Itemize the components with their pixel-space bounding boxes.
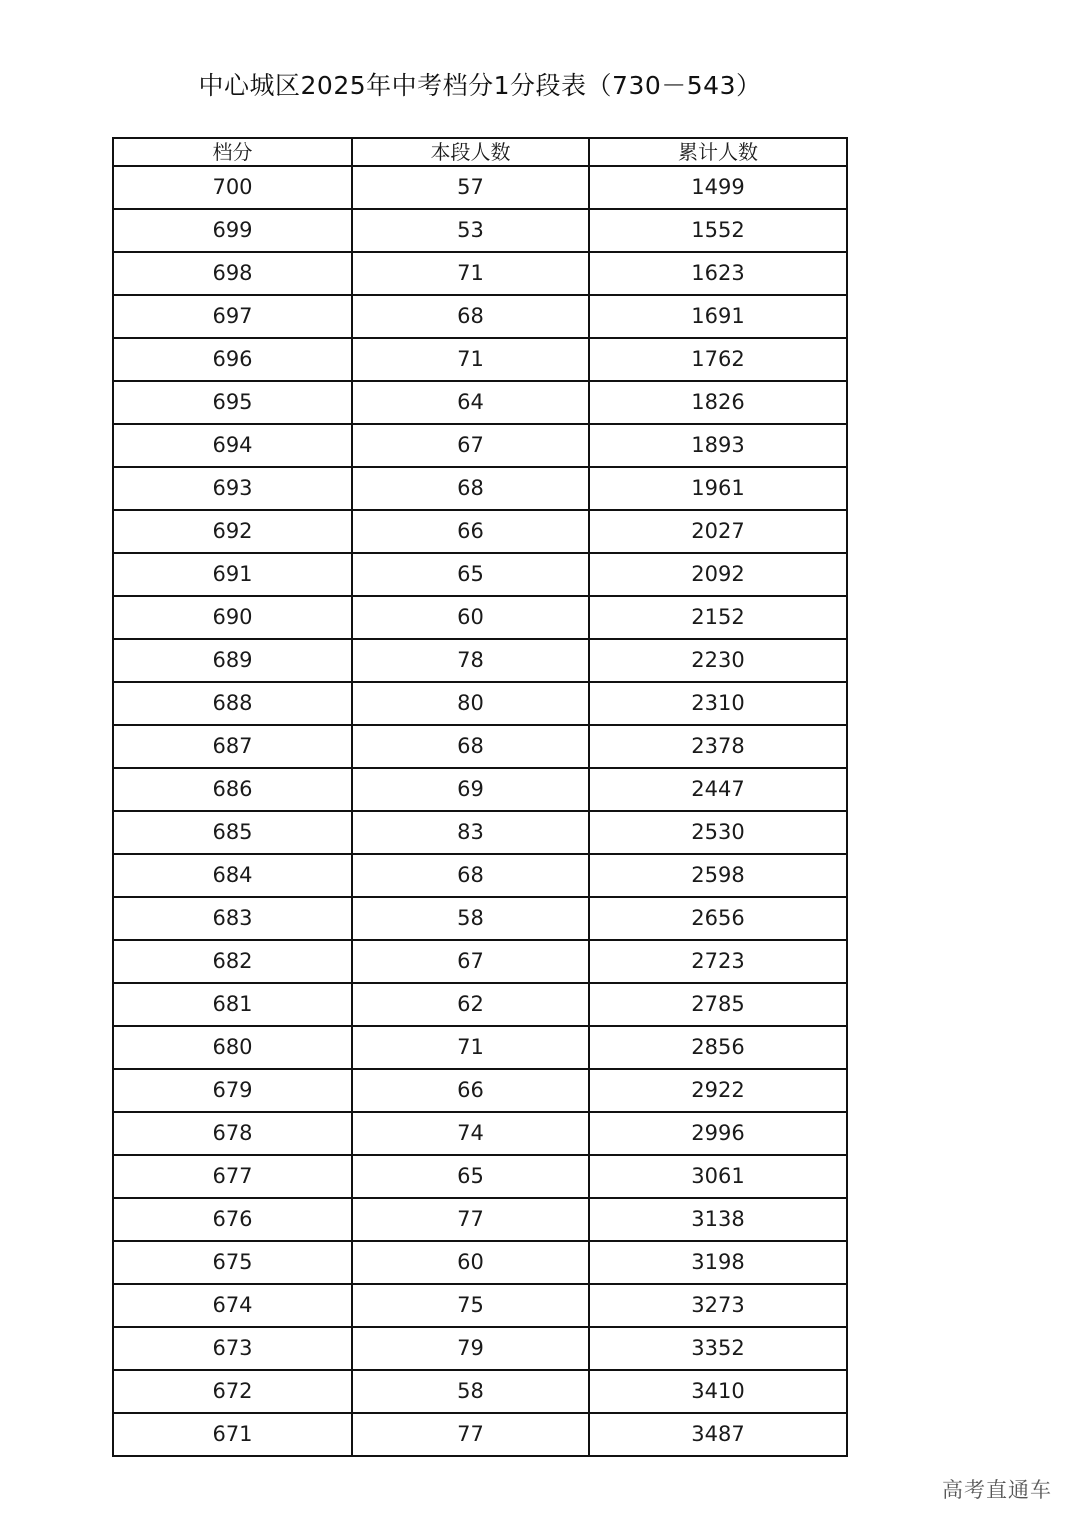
cell-score: 679 [113, 1069, 352, 1112]
cell-cumulative-count: 1762 [589, 338, 847, 381]
cell-cumulative-count: 1552 [589, 209, 847, 252]
cell-segment-count: 68 [352, 854, 589, 897]
table-row [113, 338, 847, 381]
cell-score: 691 [113, 553, 352, 596]
cell-segment-count: 66 [352, 510, 589, 553]
cell-cumulative-count: 3198 [589, 1241, 847, 1284]
cell-segment-count: 71 [352, 338, 589, 381]
cell-segment-count: 58 [352, 897, 589, 940]
cell-cumulative-count: 2092 [589, 553, 847, 596]
cell-score: 684 [113, 854, 352, 897]
cell-score: 673 [113, 1327, 352, 1370]
page-title: 中心城区2025年中考档分1分段表（730－543） [198, 71, 762, 100]
cell-cumulative-count: 2723 [589, 940, 847, 983]
table-row [113, 467, 847, 510]
table-row [113, 854, 847, 897]
cell-score: 678 [113, 1112, 352, 1155]
cell-score: 672 [113, 1370, 352, 1413]
cell-score: 699 [113, 209, 352, 252]
table-row [113, 725, 847, 768]
table-body [113, 166, 847, 1456]
table-row [113, 1327, 847, 1370]
cell-cumulative-count: 3352 [589, 1327, 847, 1370]
cell-segment-count: 68 [352, 467, 589, 510]
cell-segment-count: 71 [352, 252, 589, 295]
table-row [113, 1069, 847, 1112]
cell-cumulative-count: 3410 [589, 1370, 847, 1413]
table-row [113, 424, 847, 467]
cell-cumulative-count: 2310 [589, 682, 847, 725]
cell-score: 687 [113, 725, 352, 768]
cell-segment-count: 79 [352, 1327, 589, 1370]
cell-segment-count: 74 [352, 1112, 589, 1155]
cell-score: 677 [113, 1155, 352, 1198]
cell-cumulative-count: 2447 [589, 768, 847, 811]
cell-cumulative-count: 3138 [589, 1198, 847, 1241]
cell-segment-count: 57 [352, 166, 589, 209]
cell-score: 700 [113, 166, 352, 209]
cell-score: 689 [113, 639, 352, 682]
cell-cumulative-count: 1826 [589, 381, 847, 424]
cell-score: 694 [113, 424, 352, 467]
cell-segment-count: 77 [352, 1413, 589, 1456]
cell-cumulative-count: 2922 [589, 1069, 847, 1112]
table-row [113, 897, 847, 940]
cell-cumulative-count: 1961 [589, 467, 847, 510]
cell-cumulative-count: 1893 [589, 424, 847, 467]
cell-cumulative-count: 2656 [589, 897, 847, 940]
cell-score: 683 [113, 897, 352, 940]
table-row [113, 166, 847, 209]
cell-cumulative-count: 2152 [589, 596, 847, 639]
score-distribution-table [112, 137, 848, 1457]
cell-segment-count: 83 [352, 811, 589, 854]
cell-segment-count: 75 [352, 1284, 589, 1327]
table-row [113, 1112, 847, 1155]
cell-cumulative-count: 1623 [589, 252, 847, 295]
cell-cumulative-count: 2530 [589, 811, 847, 854]
cell-cumulative-count: 2378 [589, 725, 847, 768]
cell-cumulative-count: 3273 [589, 1284, 847, 1327]
cell-score: 690 [113, 596, 352, 639]
cell-segment-count: 65 [352, 1155, 589, 1198]
table-row [113, 510, 847, 553]
cell-cumulative-count: 2598 [589, 854, 847, 897]
cell-score: 681 [113, 983, 352, 1026]
table-row [113, 252, 847, 295]
cell-segment-count: 65 [352, 553, 589, 596]
table-row [113, 1155, 847, 1198]
cell-score: 675 [113, 1241, 352, 1284]
cell-segment-count: 68 [352, 725, 589, 768]
cell-segment-count: 62 [352, 983, 589, 1026]
table-row [113, 1413, 847, 1456]
cell-segment-count: 78 [352, 639, 589, 682]
cell-segment-count: 77 [352, 1198, 589, 1241]
table-row [113, 295, 847, 338]
table-row [113, 1241, 847, 1284]
cell-score: 698 [113, 252, 352, 295]
cell-segment-count: 66 [352, 1069, 589, 1112]
cell-score: 685 [113, 811, 352, 854]
cell-segment-count: 67 [352, 424, 589, 467]
cell-cumulative-count: 2785 [589, 983, 847, 1026]
cell-score: 674 [113, 1284, 352, 1327]
cell-segment-count: 64 [352, 381, 589, 424]
cell-segment-count: 60 [352, 596, 589, 639]
cell-segment-count: 58 [352, 1370, 589, 1413]
cell-score: 697 [113, 295, 352, 338]
table-row [113, 768, 847, 811]
table-row [113, 1026, 847, 1069]
cell-cumulative-count: 2230 [589, 639, 847, 682]
cell-cumulative-count: 2996 [589, 1112, 847, 1155]
cell-cumulative-count: 3487 [589, 1413, 847, 1456]
cell-score: 696 [113, 338, 352, 381]
cell-score: 693 [113, 467, 352, 510]
cell-segment-count: 71 [352, 1026, 589, 1069]
cell-score: 676 [113, 1198, 352, 1241]
table-row [113, 1370, 847, 1413]
cell-score: 686 [113, 768, 352, 811]
table-row [113, 682, 847, 725]
cell-cumulative-count: 1691 [589, 295, 847, 338]
cell-score: 695 [113, 381, 352, 424]
cell-score: 671 [113, 1413, 352, 1456]
cell-cumulative-count: 3061 [589, 1155, 847, 1198]
table-row [113, 381, 847, 424]
header-segment-count: 本段人数 [352, 138, 589, 166]
cell-segment-count: 67 [352, 940, 589, 983]
table-row [113, 1198, 847, 1241]
table-row [113, 209, 847, 252]
cell-segment-count: 68 [352, 295, 589, 338]
cell-cumulative-count: 2027 [589, 510, 847, 553]
table-row [113, 596, 847, 639]
cell-segment-count: 69 [352, 768, 589, 811]
cell-cumulative-count: 1499 [589, 166, 847, 209]
cell-cumulative-count: 2856 [589, 1026, 847, 1069]
table-header-row [113, 138, 847, 166]
table-row [113, 983, 847, 1026]
table-row [113, 940, 847, 983]
cell-segment-count: 80 [352, 682, 589, 725]
cell-score: 692 [113, 510, 352, 553]
cell-score: 680 [113, 1026, 352, 1069]
cell-segment-count: 53 [352, 209, 589, 252]
cell-segment-count: 60 [352, 1241, 589, 1284]
table-row [113, 639, 847, 682]
table-row [113, 553, 847, 596]
table-row [113, 1284, 847, 1327]
watermark-text: 高考直通车 [942, 1478, 1052, 1502]
cell-score: 682 [113, 940, 352, 983]
header-cumulative-count: 累计人数 [589, 138, 847, 166]
cell-score: 688 [113, 682, 352, 725]
header-score: 档分 [113, 138, 352, 166]
table-row [113, 811, 847, 854]
